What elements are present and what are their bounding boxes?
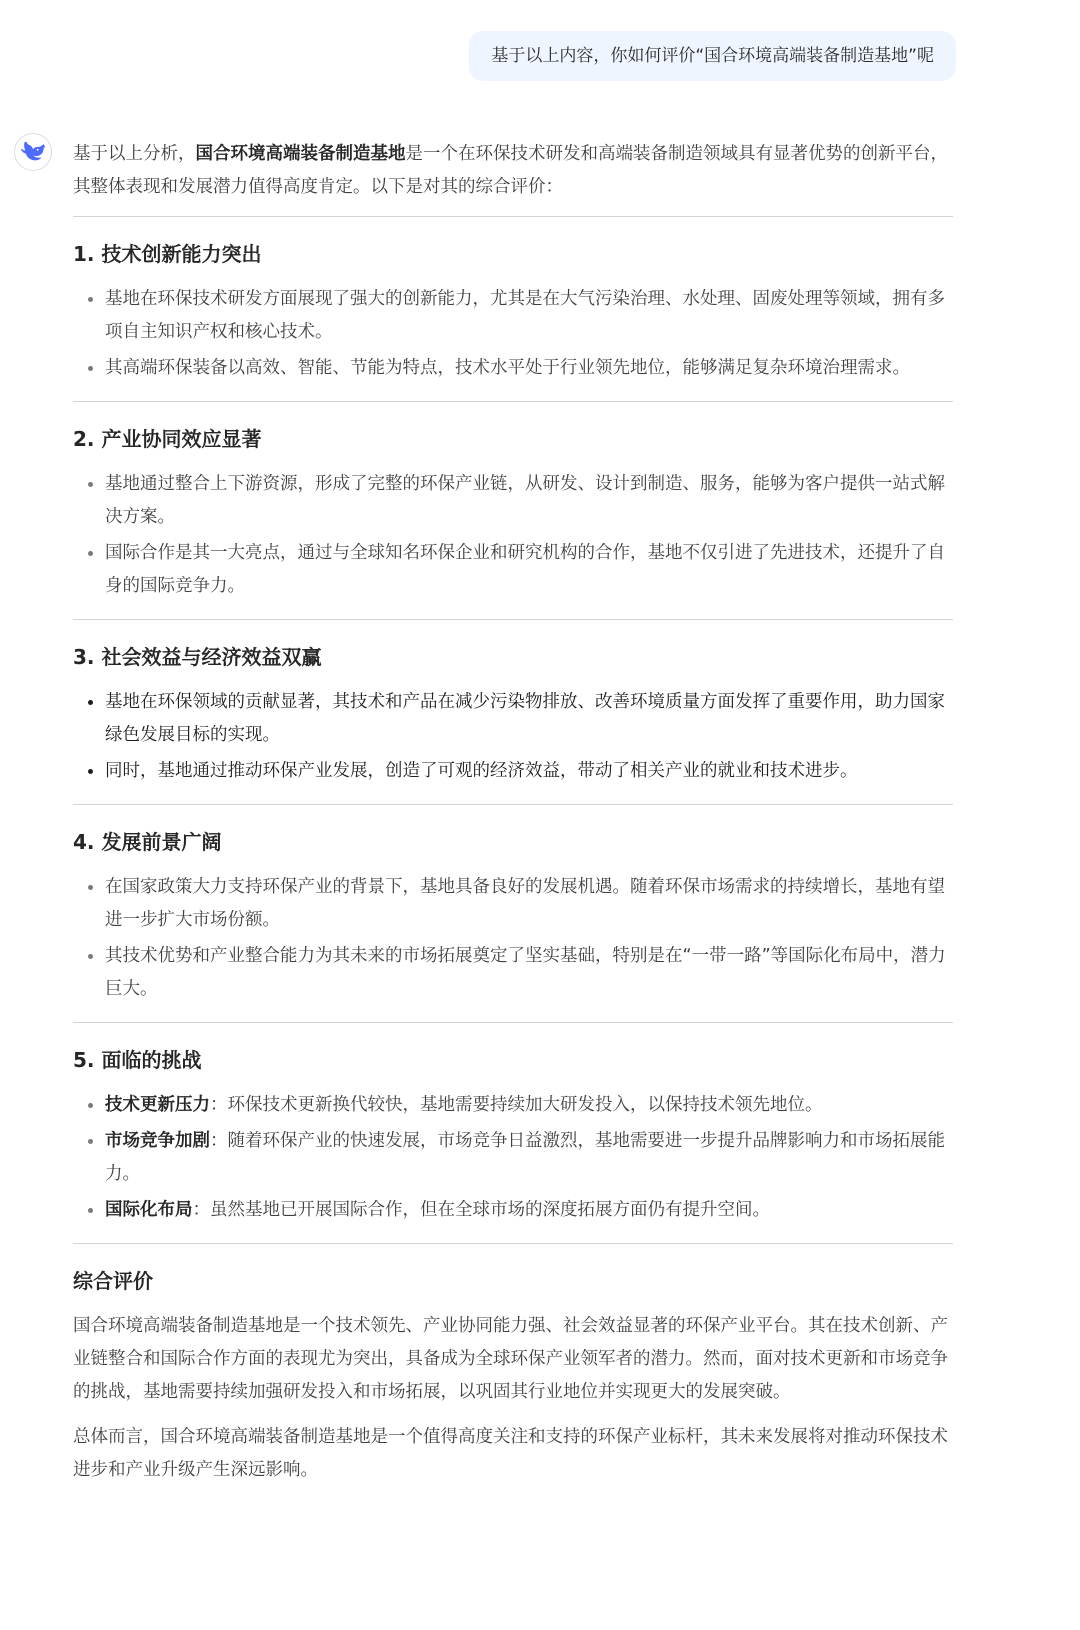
summary-title: 综合评价 <box>73 1269 153 1293</box>
list-item: 国际化布局：虽然基地已开展国际合作，但在全球市场的深度拓展方面仍有提升空间。 <box>105 1194 953 1227</box>
section-title: 5. 面临的挑战 <box>73 1048 202 1072</box>
section-title: 1. 技术创新能力突出 <box>73 242 262 266</box>
list-item: 同时，基地通过推动环保产业发展，创造了可观的经济效益，带动了相关产业的就业和技术进步。 <box>105 755 953 788</box>
list-item: 基地在环保领域的贡献显著，其技术和产品在减少污染物排放、改善环境质量方面发挥了重要作用，助力国家绿色发展目标的实现。 <box>105 686 953 752</box>
bullet-list <box>73 468 953 603</box>
divider <box>73 804 953 805</box>
section-title: 4. 发展前景广阔 <box>73 830 222 854</box>
divider <box>73 619 953 620</box>
divider <box>73 1243 953 1244</box>
bullet-label: 市场竞争加剧 <box>105 1131 210 1151</box>
bullet-list <box>73 871 953 1006</box>
summary-paragraph: 总体而言，国合环境高端装备制造基地是一个值得高度关注和支持的环保产业标杆，其未来发展将对推动环保技术进步和产业升级产生深远影响。 <box>73 1427 948 1480</box>
summary-paragraph: 国合环境高端装备制造基地是一个技术领先、产业协同能力强、社会效益显著的环保产业平台。其在技术创新、产业链整合和国际合作方面的表现尤为突出，具备成为全球环保产业领军者的潜力。然而，面对技术更新和市场竞争的挑战，基地需要持续加强研发投入和市场拓展，以巩固其行业地位并实现更大的发展突破。 <box>73 1316 948 1402</box>
assistant-avatar <box>14 133 52 171</box>
deepseek-whale-icon <box>21 142 45 162</box>
divider <box>73 401 953 402</box>
divider <box>73 216 953 217</box>
answer-intro: 基于以上分析，国合环境高端装备制造基地是一个在环保技术研发和高端装备制造领域具有显著优势的创新平台，其整体表现和发展潜力值得高度肯定。以下是对其的综合评价： <box>73 144 948 197</box>
section-title: 3. 社会效益与经济效益双赢 <box>73 645 322 669</box>
bullet-label: 国际化布局 <box>105 1200 193 1220</box>
user-message-text: 基于以上内容，你如何评价“国合环境高端装备制造基地”呢 <box>491 46 934 66</box>
user-message-bubble <box>469 31 956 81</box>
intro-highlight: 国合环境高端装备制造基地 <box>195 144 406 164</box>
list-item: 国际合作是其一大亮点，通过与全球知名环保企业和研究机构的合作，基地不仅引进了先进技术，还提升了自身的国际竞争力。 <box>105 537 953 603</box>
list-item: 基地在环保技术研发方面展现了强大的创新能力，尤其是在大气污染治理、水处理、固废处理等领域，拥有多项自主知识产权和核心技术。 <box>105 283 953 349</box>
list-item: 其高端环保装备以高效、智能、节能为特点，技术水平处于行业领先地位，能够满足复杂环境治理需求。 <box>105 352 953 385</box>
bullet-list <box>73 686 953 788</box>
bullet-list <box>73 283 953 385</box>
list-item: 技术更新压力：环保技术更新换代较快，基地需要持续加大研发投入，以保持技术领先地位。 <box>105 1089 953 1122</box>
list-item: 其技术优势和产业整合能力为其未来的市场拓展奠定了坚实基础，特别是在“一带一路”等国际化布局中，潜力巨大。 <box>105 940 953 1006</box>
divider <box>73 1022 953 1023</box>
list-item: 在国家政策大力支持环保产业的背景下，基地具备良好的发展机遇。随着环保市场需求的持续增长，基地有望进一步扩大市场份额。 <box>105 871 953 937</box>
section-title: 2. 产业协同效应显著 <box>73 427 262 451</box>
bullet-list <box>73 1089 953 1227</box>
list-item: 市场竞争加剧：随着环保产业的快速发展，市场竞争日益激烈，基地需要进一步提升品牌影响力和市场拓展能力。 <box>105 1125 953 1191</box>
bullet-label: 技术更新压力 <box>105 1095 210 1115</box>
list-item: 基地通过整合上下游资源，形成了完整的环保产业链，从研发、设计到制造、服务，能够为客户提供一站式解决方案。 <box>105 468 953 534</box>
assistant-answer <box>73 138 953 1499</box>
